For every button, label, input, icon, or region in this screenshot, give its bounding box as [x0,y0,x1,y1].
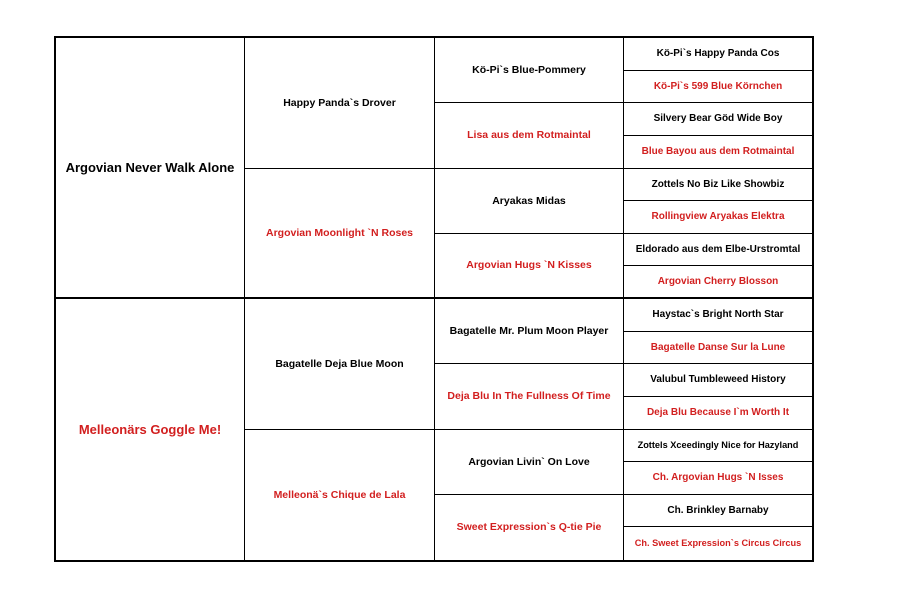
gen2-ancestor: Argovian Moonlight `N Roses [245,169,435,299]
gen2-ancestor: Happy Panda`s Drover [245,38,435,169]
gen1-dam: Melleonärs Goggle Me! [56,299,245,560]
gen4-ancestor: Haystac`s Bright North Star [624,299,812,332]
gen4-ancestor: Bagatelle Danse Sur la Lune [624,332,812,364]
gen3-ancestor: Lisa aus dem Rotmaintal [435,103,624,169]
gen4-ancestor: Ch. Sweet Expression`s Circus Circus [634,537,802,548]
gen4-ancestor: Zottels No Biz Like Showbiz [624,169,812,201]
gen3-ancestor: Bagatelle Mr. Plum Moon Player [435,299,624,364]
gen3-ancestor: Argovian Hugs `N Kisses [435,234,624,299]
gen4-ancestor: Kö-Pi`s 599 Blue Körnchen [624,71,812,103]
gen4-ancestor: Silvery Bear Göd Wide Boy [624,103,812,136]
gen1-sire: Argovian Never Walk Alone [56,38,245,299]
gen4-ancestor: Ch. Argovian Hugs `N Isses [624,462,812,495]
gen2-ancestor: Bagatelle Deja Blue Moon [245,299,435,430]
gen4-ancestor: Blue Bayou aus dem Rotmaintal [624,136,812,169]
gen3-ancestor: Argovian Livin` On Love [435,430,624,495]
gen4-ancestor: Zottels Xceedingly Nice for Hazyland [624,430,812,462]
gen3-ancestor: Kö-Pi`s Blue-Pommery [435,38,624,103]
gen4-ancestor: Valubul Tumbleweed History [624,364,812,397]
gen4-ancestor: Argovian Cherry Blosson [624,266,812,299]
gen2-ancestor: Melleonä`s Chique de Lala [245,430,435,560]
gen4-ancestor: Eldorado aus dem Elbe-Urstromtal [624,234,812,266]
gen4-ancestor: Rollingview Aryakas Elektra [624,201,812,234]
gen4-ancestor: Deja Blu Because I`m Worth It [624,397,812,430]
gen4-ancestor: Ch. Brinkley Barnaby [624,495,812,527]
gen3-ancestor: Aryakas Midas [435,169,624,234]
gen4-ancestor: Kö-Pi`s Happy Panda Cos [624,38,812,71]
gen3-ancestor: Sweet Expression`s Q-tie Pie [435,495,624,560]
pedigree-table [54,36,814,562]
gen3-ancestor: Deja Blu In The Fullness Of Time [435,364,624,430]
